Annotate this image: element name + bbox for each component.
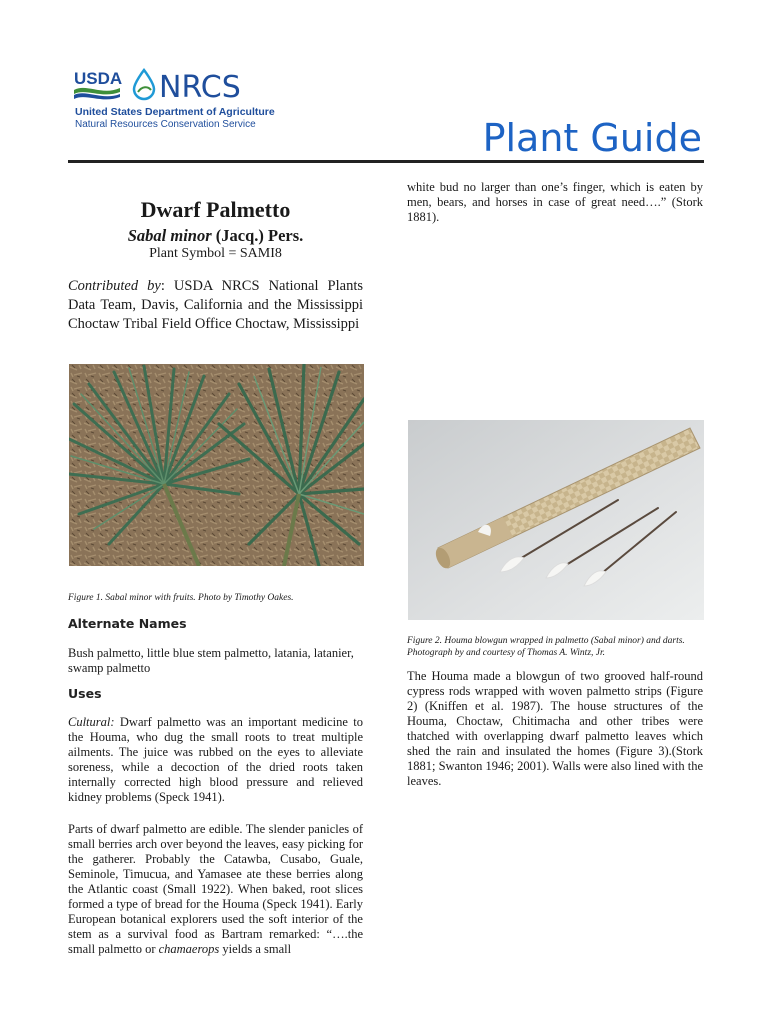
agency-subname: Natural Resources Conservation Service — [75, 119, 256, 130]
edible-italic: chamaerops — [158, 942, 220, 956]
plant-scientific-name — [68, 226, 363, 246]
usda-swoosh-blue-icon — [74, 93, 120, 99]
alternate-names-heading: Alternate Names — [68, 616, 187, 631]
cultural-label: Cultural: — [68, 715, 115, 729]
edible-uses-paragraph — [68, 822, 363, 957]
alternate-names-text: Bush palmetto, little blue stem palmetto, latania, latanier, swamp palmetto — [68, 646, 354, 675]
edible-text: Parts of dwarf palmetto are edible. The slender panicles of small berries arch over beyond the leaves, easy picking for the gatherer. Probably the Catawba, Cusabo, Guale, Seminole, Timucua, and Yamasee ate these berries along the Atlantic coast (Small 1922). When baked, root slices formed a type of bread for the Houma (Speck 1941). Early European botanical explorers used the soft interior of the stem as a survival food as Bartram remarked: “….the small palmetto or — [68, 822, 363, 956]
quote-continued-paragraph: white bud no larger than one’s finger, which is eaten by men, bears, and horses in case of great need….” (Stork 1881). — [407, 180, 703, 224]
water-drop-icon — [134, 70, 154, 99]
usda-logo-text: USDA — [74, 69, 123, 88]
palmetto-photo — [69, 364, 364, 566]
figure1-caption: Figure 1. Sabal minor with fruits. Photo by Timothy Oakes. — [68, 593, 294, 603]
contributed-by — [68, 277, 363, 334]
header-divider — [68, 160, 704, 163]
contributed-text: : USDA NRCS National Plants Data Team, Davis, California and the Mississippi Choctaw Tribal Field Office Choctaw, Mississippi — [68, 278, 363, 332]
cultural-uses-paragraph — [68, 715, 363, 805]
leaf-icon — [138, 87, 151, 92]
edible-tail: yields a small — [219, 942, 292, 956]
agency-name: United States Department of Agriculture — [75, 106, 275, 118]
genus-species: Sabal minor — [127, 226, 212, 245]
uses-heading: Uses — [68, 686, 102, 701]
contributed-label: Contributed by — [68, 278, 161, 294]
plant-common-name: Dwarf Palmetto — [140, 197, 291, 222]
document-title: Plant Guide — [482, 116, 702, 160]
plant-symbol: Plant Symbol = SAMI8 — [149, 246, 282, 261]
blowgun-photo — [408, 420, 704, 620]
nrcs-logo-text: NRCS — [159, 70, 241, 105]
figure2-caption: Figure 2. Houma blowgun wrapped in palmetto (Sabal minor) and darts. Photograph by and courtesy of Thomas A. Wintz, Jr. — [407, 636, 685, 658]
houma-paragraph: The Houma made a blowgun of two grooved half-round cypress rods wrapped with woven palmetto strips (Figure 2) (Kniffen et al. 1987). The house structures of the Houma, Choctaw, Chitimacha and other tribes were thatched with overlapping dwarf palmetto leaves which shed the rain and insulated the homes (Figure 3).(Stork 1881; Swanton 1946; 2001). Walls were also lined with the leaves. — [407, 669, 703, 788]
cultural-text: Dwarf palmetto was an important medicine to the Houma, who dug the small roots to treat multiple ailments. The juice was rubbed on the eyes to alleviate soreness, while a decoction of the dried roots taken internally corrected high blood pressure and relieved kidney problems (Speck 1941). — [68, 715, 363, 804]
authority: (Jacq.) Pers. — [215, 226, 304, 245]
